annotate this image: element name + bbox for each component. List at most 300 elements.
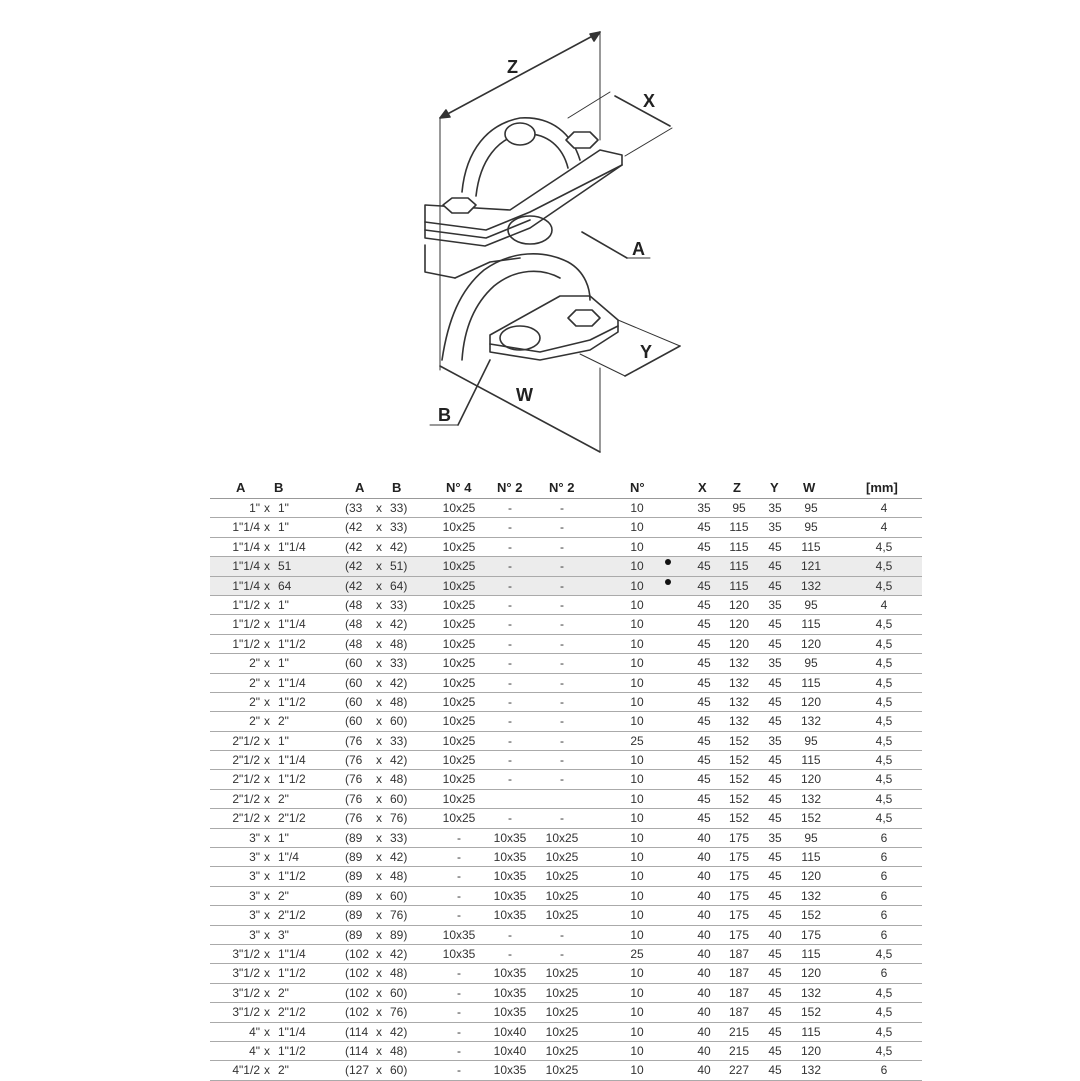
cell-mb: 42) bbox=[390, 539, 408, 554]
cell-ma: (48 bbox=[345, 597, 363, 612]
cell-a: 4" bbox=[249, 1043, 260, 1058]
cell-x: 45 bbox=[697, 733, 711, 748]
table-row bbox=[210, 809, 922, 828]
cell-z: 132 bbox=[728, 694, 750, 709]
cell-z: 95 bbox=[732, 501, 746, 515]
times-sign: x bbox=[264, 694, 270, 709]
cell-n: 10 bbox=[630, 830, 644, 845]
cell-mm: 6 bbox=[880, 869, 888, 884]
cell-n2a: - bbox=[508, 714, 512, 729]
cell-w: 95 bbox=[804, 733, 818, 748]
header-n2a: N° 2 bbox=[497, 480, 523, 495]
cell-b: 51 bbox=[278, 559, 292, 574]
cell-w: 95 bbox=[804, 656, 818, 671]
table-row bbox=[210, 1003, 922, 1022]
cell-b: 2" bbox=[278, 888, 289, 903]
cell-z: 175 bbox=[728, 869, 750, 884]
cell-n2a: - bbox=[508, 733, 512, 748]
times-sign: x bbox=[264, 908, 270, 923]
times-sign: x bbox=[264, 966, 270, 981]
cell-z: 115 bbox=[729, 539, 749, 554]
cell-n2a: 10x35 bbox=[493, 1005, 527, 1020]
times-sign: x bbox=[376, 753, 382, 768]
cell-n4: 10x25 bbox=[442, 578, 476, 593]
cell-ma: (102 bbox=[345, 966, 370, 981]
times-sign: x bbox=[376, 539, 382, 554]
cell-z: 152 bbox=[728, 791, 750, 806]
cell-a: 1"1/4 bbox=[232, 578, 260, 593]
cell-x: 45 bbox=[697, 597, 711, 612]
cell-n2b: 10x25 bbox=[545, 888, 579, 903]
cell-n4: 10x25 bbox=[442, 772, 476, 787]
cell-ma: (60 bbox=[345, 694, 363, 709]
cell-b: 1"1/4 bbox=[278, 539, 306, 554]
cell-ma: (76 bbox=[345, 733, 363, 748]
cell-n2b: - bbox=[560, 520, 564, 535]
cell-y: 45 bbox=[768, 791, 782, 806]
cell-mm: 4 bbox=[880, 501, 888, 515]
cell-ma: (114 bbox=[345, 1043, 369, 1058]
table-row bbox=[210, 926, 922, 945]
cell-n: 10 bbox=[630, 597, 644, 612]
cell-n4: - bbox=[457, 1024, 461, 1039]
cell-n: 10 bbox=[630, 501, 644, 515]
cell-z: 115 bbox=[729, 520, 749, 535]
cell-n4: 10x35 bbox=[442, 927, 476, 942]
cell-mb: 60) bbox=[390, 985, 408, 1000]
cell-x: 45 bbox=[697, 539, 711, 554]
cell-n: 10 bbox=[630, 1043, 644, 1058]
cell-w: 120 bbox=[800, 636, 822, 651]
cell-a: 4" bbox=[249, 1024, 260, 1039]
times-sign: x bbox=[376, 927, 382, 942]
cell-mb: 76) bbox=[390, 811, 408, 826]
cell-n2b: 10x25 bbox=[545, 985, 579, 1000]
cell-ma: (42 bbox=[345, 539, 363, 554]
cell-n: 10 bbox=[630, 559, 644, 574]
cell-w: 95 bbox=[804, 520, 818, 535]
times-sign: x bbox=[264, 946, 270, 961]
cell-y: 45 bbox=[768, 946, 782, 961]
cell-b: 1"1/2 bbox=[278, 966, 306, 981]
cell-n2b: 10x25 bbox=[545, 850, 579, 865]
cell-n: 10 bbox=[630, 908, 644, 923]
cell-y: 45 bbox=[768, 1005, 782, 1020]
cell-y: 35 bbox=[768, 733, 782, 748]
cell-y: 45 bbox=[768, 811, 782, 826]
cell-n2b: 10x25 bbox=[545, 966, 579, 981]
times-sign: x bbox=[264, 927, 270, 942]
cell-mb: 60) bbox=[390, 1063, 408, 1078]
cell-mb: 51) bbox=[390, 559, 408, 574]
times-sign: x bbox=[376, 985, 382, 1000]
cell-mb: 64) bbox=[390, 578, 408, 593]
table-row bbox=[210, 1023, 922, 1042]
cell-w: 115 bbox=[801, 753, 821, 768]
cell-mb: 42) bbox=[390, 617, 408, 632]
cell-ma: (127 bbox=[345, 1063, 370, 1078]
table-row bbox=[210, 887, 922, 906]
times-sign: x bbox=[264, 520, 270, 535]
cell-x: 45 bbox=[697, 675, 711, 690]
cell-mb: 48) bbox=[390, 772, 408, 787]
cell-n: 10 bbox=[630, 791, 644, 806]
cell-n2a: 10x35 bbox=[493, 850, 527, 865]
cell-n2a: - bbox=[508, 597, 512, 612]
cell-n2a: - bbox=[508, 753, 512, 768]
cell-y: 45 bbox=[768, 850, 782, 865]
cell-a: 1"1/2 bbox=[232, 636, 260, 651]
cell-w: 115 bbox=[801, 850, 821, 865]
table-row bbox=[210, 615, 922, 634]
cell-mm: 4 bbox=[880, 520, 888, 535]
cell-n: 10 bbox=[630, 520, 644, 535]
cell-n2a: 10x35 bbox=[493, 966, 527, 981]
cell-n2a: - bbox=[508, 539, 512, 554]
cell-x: 40 bbox=[697, 888, 711, 903]
cell-z: 152 bbox=[728, 753, 750, 768]
table-row bbox=[210, 751, 922, 770]
cell-mb: 42) bbox=[390, 1024, 408, 1039]
cell-a: 3" bbox=[249, 908, 260, 923]
cell-n4: - bbox=[457, 985, 461, 1000]
cell-mb: 42) bbox=[390, 850, 408, 865]
cell-z: 175 bbox=[728, 908, 750, 923]
cell-w: 132 bbox=[800, 714, 822, 729]
table-row bbox=[210, 693, 922, 712]
cell-z: 175 bbox=[728, 888, 750, 903]
cell-b: 64 bbox=[278, 578, 292, 593]
cell-mb: 48) bbox=[390, 869, 408, 884]
cell-mm: 4,5 bbox=[875, 675, 893, 690]
cell-n4: 10x25 bbox=[442, 656, 476, 671]
cell-mm: 4,5 bbox=[875, 1005, 893, 1020]
cell-n4: - bbox=[457, 966, 461, 981]
cell-a: 1"1/2 bbox=[232, 617, 260, 632]
cell-n: 10 bbox=[630, 714, 644, 729]
table-row bbox=[210, 945, 922, 964]
cell-y: 45 bbox=[768, 966, 782, 981]
cell-ma: (102 bbox=[345, 946, 370, 961]
cell-a: 2" bbox=[249, 714, 260, 729]
cell-a: 3" bbox=[249, 830, 260, 845]
cell-y: 35 bbox=[768, 830, 782, 845]
cell-x: 45 bbox=[697, 791, 711, 806]
cell-b: 1" bbox=[278, 597, 289, 612]
cell-mb: 60) bbox=[390, 714, 408, 729]
cell-n4: 10x25 bbox=[442, 753, 476, 768]
cell-y: 45 bbox=[768, 1063, 782, 1078]
cell-n: 25 bbox=[630, 733, 644, 748]
cell-mm: 6 bbox=[880, 830, 888, 845]
cell-ma: (89 bbox=[345, 888, 363, 903]
cell-mm: 4,5 bbox=[875, 811, 893, 826]
cell-ma: (102 bbox=[345, 985, 370, 1000]
cell-b: 1" bbox=[278, 733, 289, 748]
cell-mm: 4,5 bbox=[875, 539, 893, 554]
cell-b: 1"1/2 bbox=[278, 869, 306, 884]
cell-z: 187 bbox=[728, 985, 750, 1000]
cell-w: 152 bbox=[800, 908, 822, 923]
label-z: Z bbox=[507, 57, 518, 77]
cell-n2b: - bbox=[560, 927, 564, 942]
times-sign: x bbox=[376, 946, 382, 961]
cell-n: 25 bbox=[630, 946, 644, 961]
bullet-icon bbox=[665, 559, 671, 565]
cell-w: 132 bbox=[800, 1063, 822, 1078]
cell-y: 45 bbox=[768, 617, 782, 632]
cell-n2b: - bbox=[560, 617, 564, 632]
cell-w: 132 bbox=[800, 791, 822, 806]
cell-n2a: 10x40 bbox=[493, 1024, 527, 1039]
table-row bbox=[210, 635, 922, 654]
header-n2b: N° 2 bbox=[549, 480, 575, 495]
times-sign: x bbox=[376, 850, 382, 865]
cell-n2b: 10x25 bbox=[545, 1024, 579, 1039]
times-sign: x bbox=[264, 559, 270, 574]
header-a-inch: A bbox=[236, 480, 246, 495]
cell-a: 3"1/2 bbox=[232, 985, 260, 1000]
cell-ma: (60 bbox=[345, 656, 363, 671]
cell-n2a: 10x35 bbox=[493, 869, 527, 884]
cell-x: 45 bbox=[697, 617, 711, 632]
cell-n2b: - bbox=[560, 656, 564, 671]
cell-x: 40 bbox=[697, 1043, 711, 1058]
cell-y: 35 bbox=[768, 597, 782, 612]
cell-b: 1"1/4 bbox=[278, 617, 306, 632]
table-row bbox=[210, 790, 922, 809]
times-sign: x bbox=[376, 636, 382, 651]
cell-mb: 33) bbox=[390, 520, 408, 535]
table-row bbox=[210, 1061, 922, 1080]
cell-b: 2"1/2 bbox=[278, 811, 306, 826]
cell-z: 132 bbox=[728, 714, 750, 729]
times-sign: x bbox=[264, 888, 270, 903]
cell-ma: (42 bbox=[345, 559, 363, 574]
cell-n2b: - bbox=[560, 539, 564, 554]
cell-a: 3" bbox=[249, 888, 260, 903]
header-n4: N° 4 bbox=[446, 480, 472, 495]
cell-z: 227 bbox=[728, 1063, 750, 1078]
cell-x: 45 bbox=[697, 811, 711, 826]
cell-n4: 10x25 bbox=[442, 811, 476, 826]
cell-b: 1"1/4 bbox=[278, 1024, 306, 1039]
cell-z: 120 bbox=[728, 597, 750, 612]
cell-z: 152 bbox=[728, 733, 750, 748]
cell-n4: 10x25 bbox=[442, 694, 476, 709]
cell-n2b: 10x25 bbox=[545, 908, 579, 923]
cell-a: 3" bbox=[249, 927, 260, 942]
cell-n4: 10x25 bbox=[442, 501, 476, 515]
table-row bbox=[210, 964, 922, 983]
cell-mb: 42) bbox=[390, 946, 408, 961]
cell-w: 132 bbox=[800, 578, 822, 593]
cell-mb: 42) bbox=[390, 675, 408, 690]
cell-mb: 33) bbox=[390, 733, 408, 748]
cell-z: 215 bbox=[728, 1043, 750, 1058]
cell-ma: (42 bbox=[345, 578, 363, 593]
cell-w: 95 bbox=[804, 597, 818, 612]
header-mm: [mm] bbox=[866, 480, 898, 495]
cell-x: 40 bbox=[697, 927, 711, 942]
times-sign: x bbox=[264, 869, 270, 884]
cell-n: 10 bbox=[630, 888, 644, 903]
table-row bbox=[210, 518, 922, 537]
label-x: X bbox=[643, 91, 656, 111]
cell-b: 1"1/2 bbox=[278, 772, 306, 787]
cell-w: 95 bbox=[804, 830, 818, 845]
cell-n2b: 10x25 bbox=[545, 869, 579, 884]
cell-n: 10 bbox=[630, 1063, 644, 1078]
cell-n2a: - bbox=[508, 675, 512, 690]
cell-z: 175 bbox=[728, 830, 750, 845]
cell-w: 115 bbox=[801, 675, 821, 690]
cell-y: 45 bbox=[768, 578, 782, 593]
times-sign: x bbox=[264, 617, 270, 632]
times-sign: x bbox=[376, 656, 382, 671]
times-sign: x bbox=[264, 636, 270, 651]
table-row bbox=[210, 906, 922, 925]
header-w: W bbox=[803, 480, 816, 495]
cell-y: 45 bbox=[768, 714, 782, 729]
times-sign: x bbox=[376, 675, 382, 690]
times-sign: x bbox=[264, 830, 270, 845]
cell-x: 40 bbox=[697, 1005, 711, 1020]
table-row bbox=[210, 654, 922, 673]
cell-n: 10 bbox=[630, 675, 644, 690]
cell-x: 45 bbox=[697, 578, 711, 593]
cell-mb: 60) bbox=[390, 791, 408, 806]
cell-b: 2" bbox=[278, 1063, 289, 1078]
label-w: W bbox=[516, 385, 533, 405]
cell-z: 187 bbox=[728, 1005, 750, 1020]
table-row bbox=[210, 848, 922, 867]
cell-mm: 4,5 bbox=[875, 578, 893, 593]
table-row bbox=[210, 712, 922, 731]
cell-n2a: - bbox=[508, 656, 512, 671]
cell-mm: 6 bbox=[880, 908, 888, 923]
cell-y: 45 bbox=[768, 636, 782, 651]
cell-n: 10 bbox=[630, 850, 644, 865]
cell-b: 2"1/2 bbox=[278, 1005, 306, 1020]
cell-mb: 33) bbox=[390, 830, 408, 845]
cell-n: 10 bbox=[630, 811, 644, 826]
cell-n: 10 bbox=[630, 1005, 644, 1020]
times-sign: x bbox=[264, 811, 270, 826]
cell-b: 1"/4 bbox=[278, 850, 299, 865]
cell-ma: (89 bbox=[345, 830, 363, 845]
times-sign: x bbox=[264, 850, 270, 865]
times-sign: x bbox=[264, 1024, 270, 1039]
table-row bbox=[210, 984, 922, 1003]
bullet-icon bbox=[665, 579, 671, 585]
cell-z: 115 bbox=[729, 559, 749, 574]
cell-n2b: - bbox=[560, 753, 564, 768]
cell-n4: - bbox=[457, 869, 461, 884]
cell-w: 152 bbox=[800, 811, 822, 826]
cell-b: 2"1/2 bbox=[278, 908, 306, 923]
table-row bbox=[210, 867, 922, 886]
cell-w: 120 bbox=[800, 1043, 822, 1058]
cell-n4: 10x25 bbox=[442, 617, 476, 632]
cell-w: 115 bbox=[801, 946, 821, 961]
cell-ma: (76 bbox=[345, 811, 363, 826]
cell-n2b: - bbox=[560, 772, 564, 787]
cell-n2a: - bbox=[508, 694, 512, 709]
cell-y: 35 bbox=[768, 520, 782, 535]
times-sign: x bbox=[376, 772, 382, 787]
times-sign: x bbox=[376, 1043, 382, 1058]
table-row bbox=[210, 577, 922, 596]
label-a: A bbox=[632, 239, 645, 259]
cell-x: 40 bbox=[697, 1024, 711, 1039]
times-sign: x bbox=[264, 772, 270, 787]
cell-n: 10 bbox=[630, 966, 644, 981]
cell-a: 1"1/2 bbox=[232, 597, 260, 612]
table-row bbox=[210, 674, 922, 693]
times-sign: x bbox=[376, 1005, 382, 1020]
cell-b: 1" bbox=[278, 520, 289, 535]
cell-y: 45 bbox=[768, 869, 782, 884]
cell-a: 1"1/4 bbox=[232, 559, 260, 574]
times-sign: x bbox=[376, 888, 382, 903]
cell-n2a: - bbox=[508, 946, 512, 961]
cell-n4: - bbox=[457, 1043, 461, 1058]
cell-x: 45 bbox=[697, 656, 711, 671]
cell-x: 40 bbox=[697, 830, 711, 845]
header-b-inch: B bbox=[274, 480, 284, 495]
cell-z: 187 bbox=[728, 966, 750, 981]
cell-n4: - bbox=[457, 908, 461, 923]
cell-n4: - bbox=[457, 888, 461, 903]
cell-w: 95 bbox=[804, 501, 818, 515]
cell-x: 45 bbox=[697, 772, 711, 787]
cell-n: 10 bbox=[630, 694, 644, 709]
cell-n: 10 bbox=[630, 869, 644, 884]
cell-x: 35 bbox=[697, 501, 711, 515]
times-sign: x bbox=[376, 966, 382, 981]
cell-n4: 10x25 bbox=[442, 597, 476, 612]
cell-n4: 10x25 bbox=[442, 791, 476, 806]
times-sign: x bbox=[264, 1005, 270, 1020]
cell-z: 152 bbox=[728, 811, 750, 826]
cell-ma: (48 bbox=[345, 617, 363, 632]
cell-z: 120 bbox=[728, 636, 750, 651]
table-row bbox=[210, 829, 922, 848]
table-row bbox=[210, 732, 922, 751]
cell-z: 175 bbox=[728, 927, 750, 942]
times-sign: x bbox=[264, 539, 270, 554]
table-row bbox=[210, 596, 922, 615]
cell-n2a: - bbox=[508, 520, 512, 535]
cell-mm: 4,5 bbox=[875, 753, 893, 768]
header-z: Z bbox=[733, 480, 741, 495]
cell-b: 1"1/4 bbox=[278, 946, 306, 961]
times-sign: x bbox=[376, 597, 382, 612]
cell-a: 3"1/2 bbox=[232, 1005, 260, 1020]
cell-z: 187 bbox=[728, 946, 750, 961]
cell-y: 35 bbox=[768, 501, 782, 515]
cell-n4: - bbox=[457, 850, 461, 865]
cell-ma: (89 bbox=[345, 869, 363, 884]
cell-x: 40 bbox=[697, 966, 711, 981]
cell-a: 2"1/2 bbox=[232, 791, 260, 806]
table-row bbox=[210, 557, 922, 576]
cell-n4: 10x25 bbox=[442, 733, 476, 748]
cell-n2a: - bbox=[508, 811, 512, 826]
cell-a: 3"1/2 bbox=[232, 946, 260, 961]
cell-a: 2"1/2 bbox=[232, 753, 260, 768]
